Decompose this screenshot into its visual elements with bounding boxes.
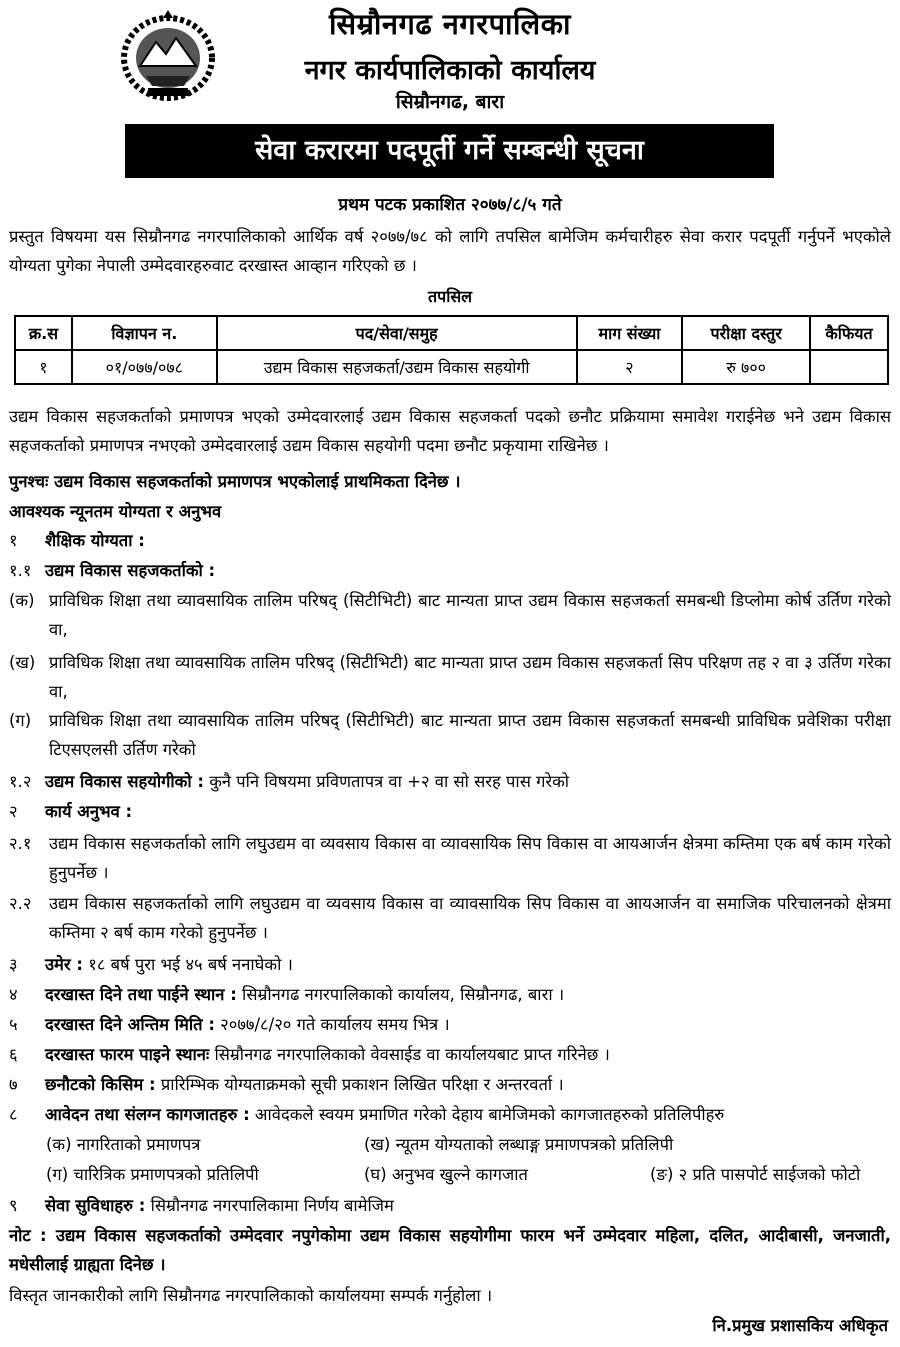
document-item: (घ) अनुभव खुल्ने कागजात bbox=[364, 1165, 528, 1184]
contact-paragraph: विस्तृत जानकारीको लागि सिम्रौनगढ नगरपालिकाको कार्यालयमा सम्पर्क गर्नुहोला । bbox=[9, 1286, 493, 1305]
item-text: कुनै पनि विषयमा प्रविणतापत्र वा +२ वा सो सरह पास गरेको bbox=[203, 772, 570, 791]
document-item: (ग) चारित्रिक प्रमाणपत्रको प्रतिलिपी bbox=[46, 1165, 259, 1184]
publication-date: प्रथम पटक प्रकाशित २०७७/८/५ गते bbox=[338, 195, 562, 215]
priority-note: पुनश्चः उद्यम विकास सहजकर्ताको प्रमाणपत्र भएकोलाई प्राथमिकता दिनेछ । bbox=[9, 472, 461, 491]
item-text: आवेदकले स्वयम प्रमाणित गरेको देहाय बामेजिमको कागजातहरुको प्रतिलिपीहरु bbox=[249, 1105, 725, 1124]
item-marker: (क) bbox=[9, 591, 35, 610]
column-header: विज्ञापन न. bbox=[72, 316, 217, 350]
item-label: छनौटको किसिम : bbox=[45, 1075, 156, 1094]
column-header: क्र.स bbox=[15, 316, 72, 350]
item-number: ९ bbox=[9, 1196, 18, 1215]
signature-title: नि.प्रमुख प्रशासकिय अधिकृत bbox=[712, 1316, 888, 1335]
item-label: उद्यम विकास सहजकर्ताको : bbox=[45, 561, 216, 580]
table-cell: रु ७०० bbox=[682, 350, 810, 384]
office-address: सिम्रौनगढ, बारा bbox=[395, 91, 505, 113]
document-item: (ङ) २ प्रति पासपोर्ट साईजको फोटो bbox=[650, 1165, 861, 1184]
item-text: प्राविधिक शिक्षा तथा व्यावसायिक तालिम परिषद् (सिटीभिटी) बाट मान्यता प्राप्त उद्यम विकास सहजकर्ता समबन्धी प्राविधिक प्रवेशिका परीक्षा टिएसएलसी उर्तिण गरेको bbox=[49, 711, 891, 759]
item-number: १.१ bbox=[9, 561, 32, 580]
column-header: पद/सेवा/समुह bbox=[217, 316, 577, 350]
item-text: २०७७/८/२० गते कार्यालय समय भित्र । bbox=[214, 1015, 450, 1034]
table-row bbox=[15, 350, 888, 384]
item-label: उद्यम विकास सहयोगीको : bbox=[45, 772, 204, 791]
item-label: शैक्षिक योग्यता : bbox=[45, 531, 145, 550]
item-number: १ bbox=[9, 531, 18, 550]
item-number: २.१ bbox=[9, 834, 32, 853]
item-number: १.२ bbox=[9, 772, 32, 791]
item-marker: (ग) bbox=[9, 711, 32, 730]
table-cell: २ bbox=[577, 350, 683, 384]
item-label: दरखास्त दिने अन्तिम मिति : bbox=[45, 1015, 215, 1034]
table-cell: १ bbox=[15, 350, 72, 384]
item-label: दरखास्त फारम पाइने स्थानः bbox=[45, 1045, 210, 1064]
item-label: आवेदन तथा संलग्न कागजातहरु : bbox=[45, 1105, 250, 1124]
item-number: ३ bbox=[9, 955, 18, 974]
item-text: प्राविधिक शिक्षा तथा व्यावसायिक तालिम परिषद् (सिटीभिटी) बाट मान्यता प्राप्त उद्यम विकास सहजकर्ता सिप परिक्षण तह २ वा ३ उर्तिण गरेका वा, bbox=[49, 653, 891, 701]
document-item: (क) नागरिताको प्रमाणपत्र bbox=[46, 1135, 201, 1154]
item-label: सेवा सुविधाहरु : bbox=[45, 1196, 146, 1215]
item-text: १८ बर्ष पुरा भई ४५ बर्ष ननाघेको । bbox=[83, 955, 293, 974]
item-text: उद्यम विकास सहजकर्ताको लागि लघुउद्यम वा व्यवसाय विकास वा व्यावसायिक सिप विकास वा आयआर्जन क्षेत्रमा कम्तिमा एक बर्ष काम गरेको हुनुपर्नेछ । bbox=[49, 834, 891, 882]
vacancy-table bbox=[14, 315, 889, 385]
item-marker: (ख) bbox=[9, 653, 36, 672]
item-text: सिम्रौनगढ नगरपालिकाको वेवसाईड वा कार्यालयबाट प्राप्त गरिनेछ । bbox=[209, 1045, 610, 1064]
intro-paragraph: प्रस्तुत विषयमा यस सिम्रौनगढ नगरपालिकाको आर्थिक वर्ष २०७७/७८ को लागि तपसिल बामेजिम कर्मचारीहरु सेवा करार पदपूर्ती गर्नुपर्ने भएकोले योग्यता पुगेका नेपाली उम्मेदवारहरुवाट दरखास्त आव्हान गरिएको छ । bbox=[9, 227, 891, 275]
table-header-row bbox=[15, 316, 888, 350]
item-number: ४ bbox=[9, 985, 18, 1004]
office-name: नगर कार्यपालिकाको कार्यालय bbox=[304, 55, 596, 86]
item-text: प्रारिम्भिक योग्यताक्रमको सूची प्रकाशन लिखित परिक्षा र अन्तरवर्ता । bbox=[155, 1075, 564, 1094]
item-text: उद्यम विकास सहजकर्ताको लागि लघुउद्यम वा व्यवसाय विकास वा व्यावसायिक सिप विकास वा आयआर्जन वा समाजिक परिचालनको क्षेत्रमा कम्तिमा २ बर्ष काम गरेको हुनुपर्नेछ । bbox=[49, 894, 891, 942]
note-paragraph: नोट : उद्यम विकास सहजकर्ताको उम्मेदवार नपुगेकोमा उद्यम विकास सहयोगीमा फारम भर्ने उम्मेदवार महिला, दलित, आदीबासी, जनजाती, मधेसीलाई ग्राह्यता दिनेछ । bbox=[9, 1226, 891, 1274]
column-header: कैफियत bbox=[810, 316, 888, 350]
item-number: ६ bbox=[9, 1045, 18, 1064]
item-number: ८ bbox=[9, 1105, 18, 1124]
item-text: सिम्रौनगढ नगरपालिकामा निर्णय बामेजिम bbox=[145, 1196, 394, 1215]
item-number: ७ bbox=[9, 1075, 18, 1094]
item-label: उमेर : bbox=[45, 955, 84, 974]
table-cell bbox=[810, 350, 888, 384]
item-label: दरखास्त दिने तथा पाईने स्थान : bbox=[45, 985, 237, 1004]
item-number: २ bbox=[9, 802, 18, 821]
item-number: ५ bbox=[9, 1015, 18, 1034]
selection-paragraph: उद्यम विकास सहजकर्ताको प्रमाणपत्र भएको उम्मेदवारलाई उद्यम विकास सहजकर्ता पदको छनौट प्रक्रियामा समावेश गराईनेछ भने उद्यम विकास सहजकर्ताको प्रमाणपत्र नभएको उम्मेदवारलाई उद्यम विकास सहयोगी पदमा छनौट प्रकृयामा राखिनेछ । bbox=[9, 407, 891, 455]
document-item: (ख) न्यूतम योग्यताको लब्धाङ्ग प्रमाणपत्रको प्रतिलिपी bbox=[364, 1135, 674, 1154]
table-cell: उद्यम विकास सहजकर्ता/उद्यम विकास सहयोगी bbox=[217, 350, 577, 384]
notice-title: सेवा करारमा पदपूर्ती गर्ने सम्बन्धी सूचना bbox=[125, 124, 774, 178]
requirements-heading: आवश्यक न्यूनतम योग्यता र अनुभव bbox=[9, 502, 222, 521]
table-cell: ०१/०७७/०७८ bbox=[72, 350, 217, 384]
item-text: प्राविधिक शिक्षा तथा व्यावसायिक तालिम परिषद् (सिटीभिटी) बाट मान्यता प्राप्त उद्यम विकास सहजकर्ता समबन्धी डिप्लोमा कोर्ष उर्तिण गरेको वा, bbox=[49, 591, 891, 639]
item-label: कार्य अनुभव : bbox=[45, 802, 133, 821]
schedule-label: तपसिल bbox=[427, 287, 473, 306]
item-number: २.२ bbox=[9, 894, 32, 913]
item-text: सिम्रौनगढ नगरपालिकाको कार्यालय, सिम्रौनगढ, बारा । bbox=[236, 985, 565, 1004]
column-header: माग संख्या bbox=[577, 316, 683, 350]
column-header: परीक्षा दस्तुर bbox=[682, 316, 810, 350]
org-name: सिम्रौनगढ नगरपालिका bbox=[328, 7, 572, 41]
